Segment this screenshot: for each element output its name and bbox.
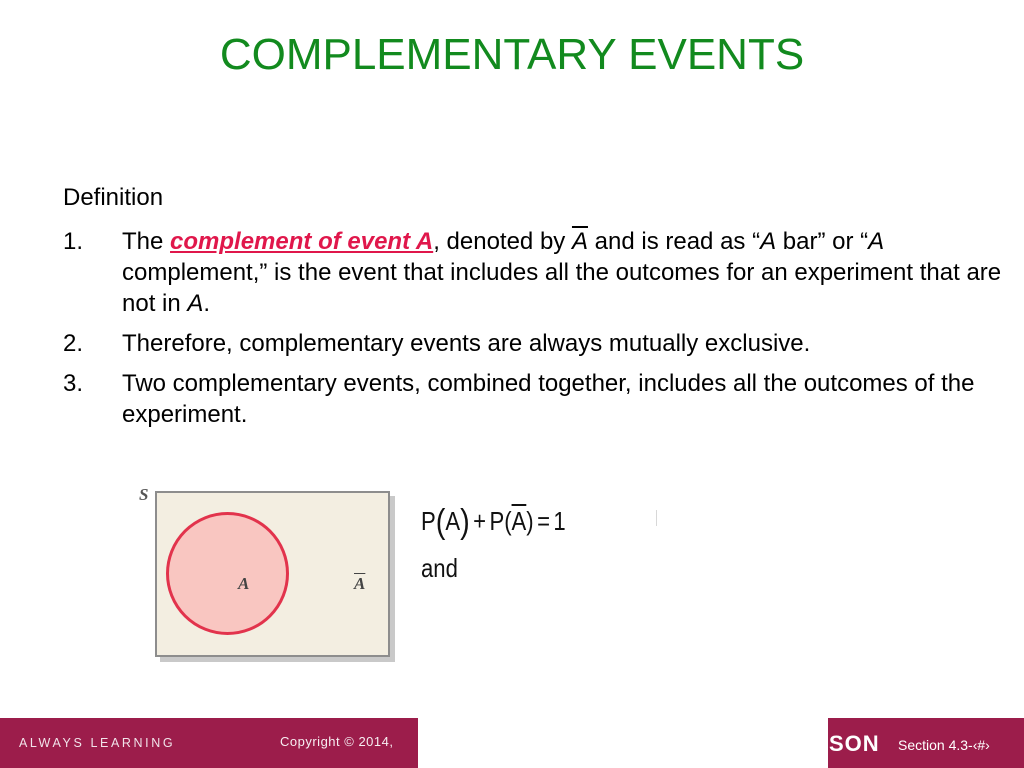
text-run: The [122, 228, 171, 255]
sample-space-box [155, 491, 390, 657]
text-run: , denoted by [433, 228, 572, 255]
formula-one: 1 [553, 506, 566, 536]
item-number: 1. [63, 228, 84, 255]
venn-diagram [135, 482, 400, 660]
formula-a: A [445, 506, 461, 536]
formula-equals: = [537, 506, 550, 536]
footer-left [0, 718, 418, 768]
formula-close: ) [526, 506, 534, 536]
list-item-2 [63, 328, 1003, 359]
definition-list [63, 226, 1003, 439]
item-text: Two complementary events, combined together, includes all the outcomes of the experiment. [122, 370, 975, 428]
list-item-1 [63, 226, 1003, 319]
formula-lparen: ( [435, 503, 446, 541]
text-run: bar” or “ [776, 228, 869, 255]
a-bar-symbol: $\overline{A}$ [571, 228, 588, 255]
a-symbol: A [760, 228, 777, 255]
formula-p: P [421, 506, 436, 536]
complement-label: $\overline{A}$ [354, 574, 366, 593]
probability-formula [421, 503, 566, 542]
a-symbol: A [868, 228, 885, 255]
formula-rparen: ) [460, 503, 470, 541]
always-learning-text: ALWAYS LEARNING [19, 736, 176, 750]
complement-term: complement of event A [170, 228, 434, 255]
footer-bar [0, 718, 1024, 768]
text-run: and is read as “ [587, 228, 761, 255]
event-a-label: A [238, 574, 250, 593]
item-text [122, 226, 1003, 319]
a-symbol: A [187, 290, 204, 317]
formula-plus: + [473, 506, 487, 536]
footer-white-block [418, 718, 828, 768]
slide-title: COMPLEMENTARY EVENTS [219, 30, 805, 79]
event-a-circle [166, 512, 289, 635]
text-run: . [203, 290, 211, 317]
copyright-text: Copyright © 2014, [280, 734, 394, 749]
definition-label: Definition [63, 184, 164, 211]
section-number: Section 4.3-‹#› [898, 737, 990, 753]
item-text: Therefore, complementary events are always mutually exclusive. [122, 330, 811, 357]
item-number: 3. [63, 370, 84, 397]
and-text: and [421, 553, 458, 583]
item-number: 2. [63, 330, 84, 357]
formula-p2: P( [489, 506, 512, 536]
text-run: complement,” is the event that includes all the outcomes for an experiment that are not in [122, 259, 1002, 317]
formula-abar: $\overline{A}$ [511, 506, 527, 536]
sample-space-label: S [139, 485, 149, 504]
list-item-3 [63, 368, 1003, 430]
brand-text: SON [829, 731, 880, 756]
stray-mark [656, 510, 657, 526]
